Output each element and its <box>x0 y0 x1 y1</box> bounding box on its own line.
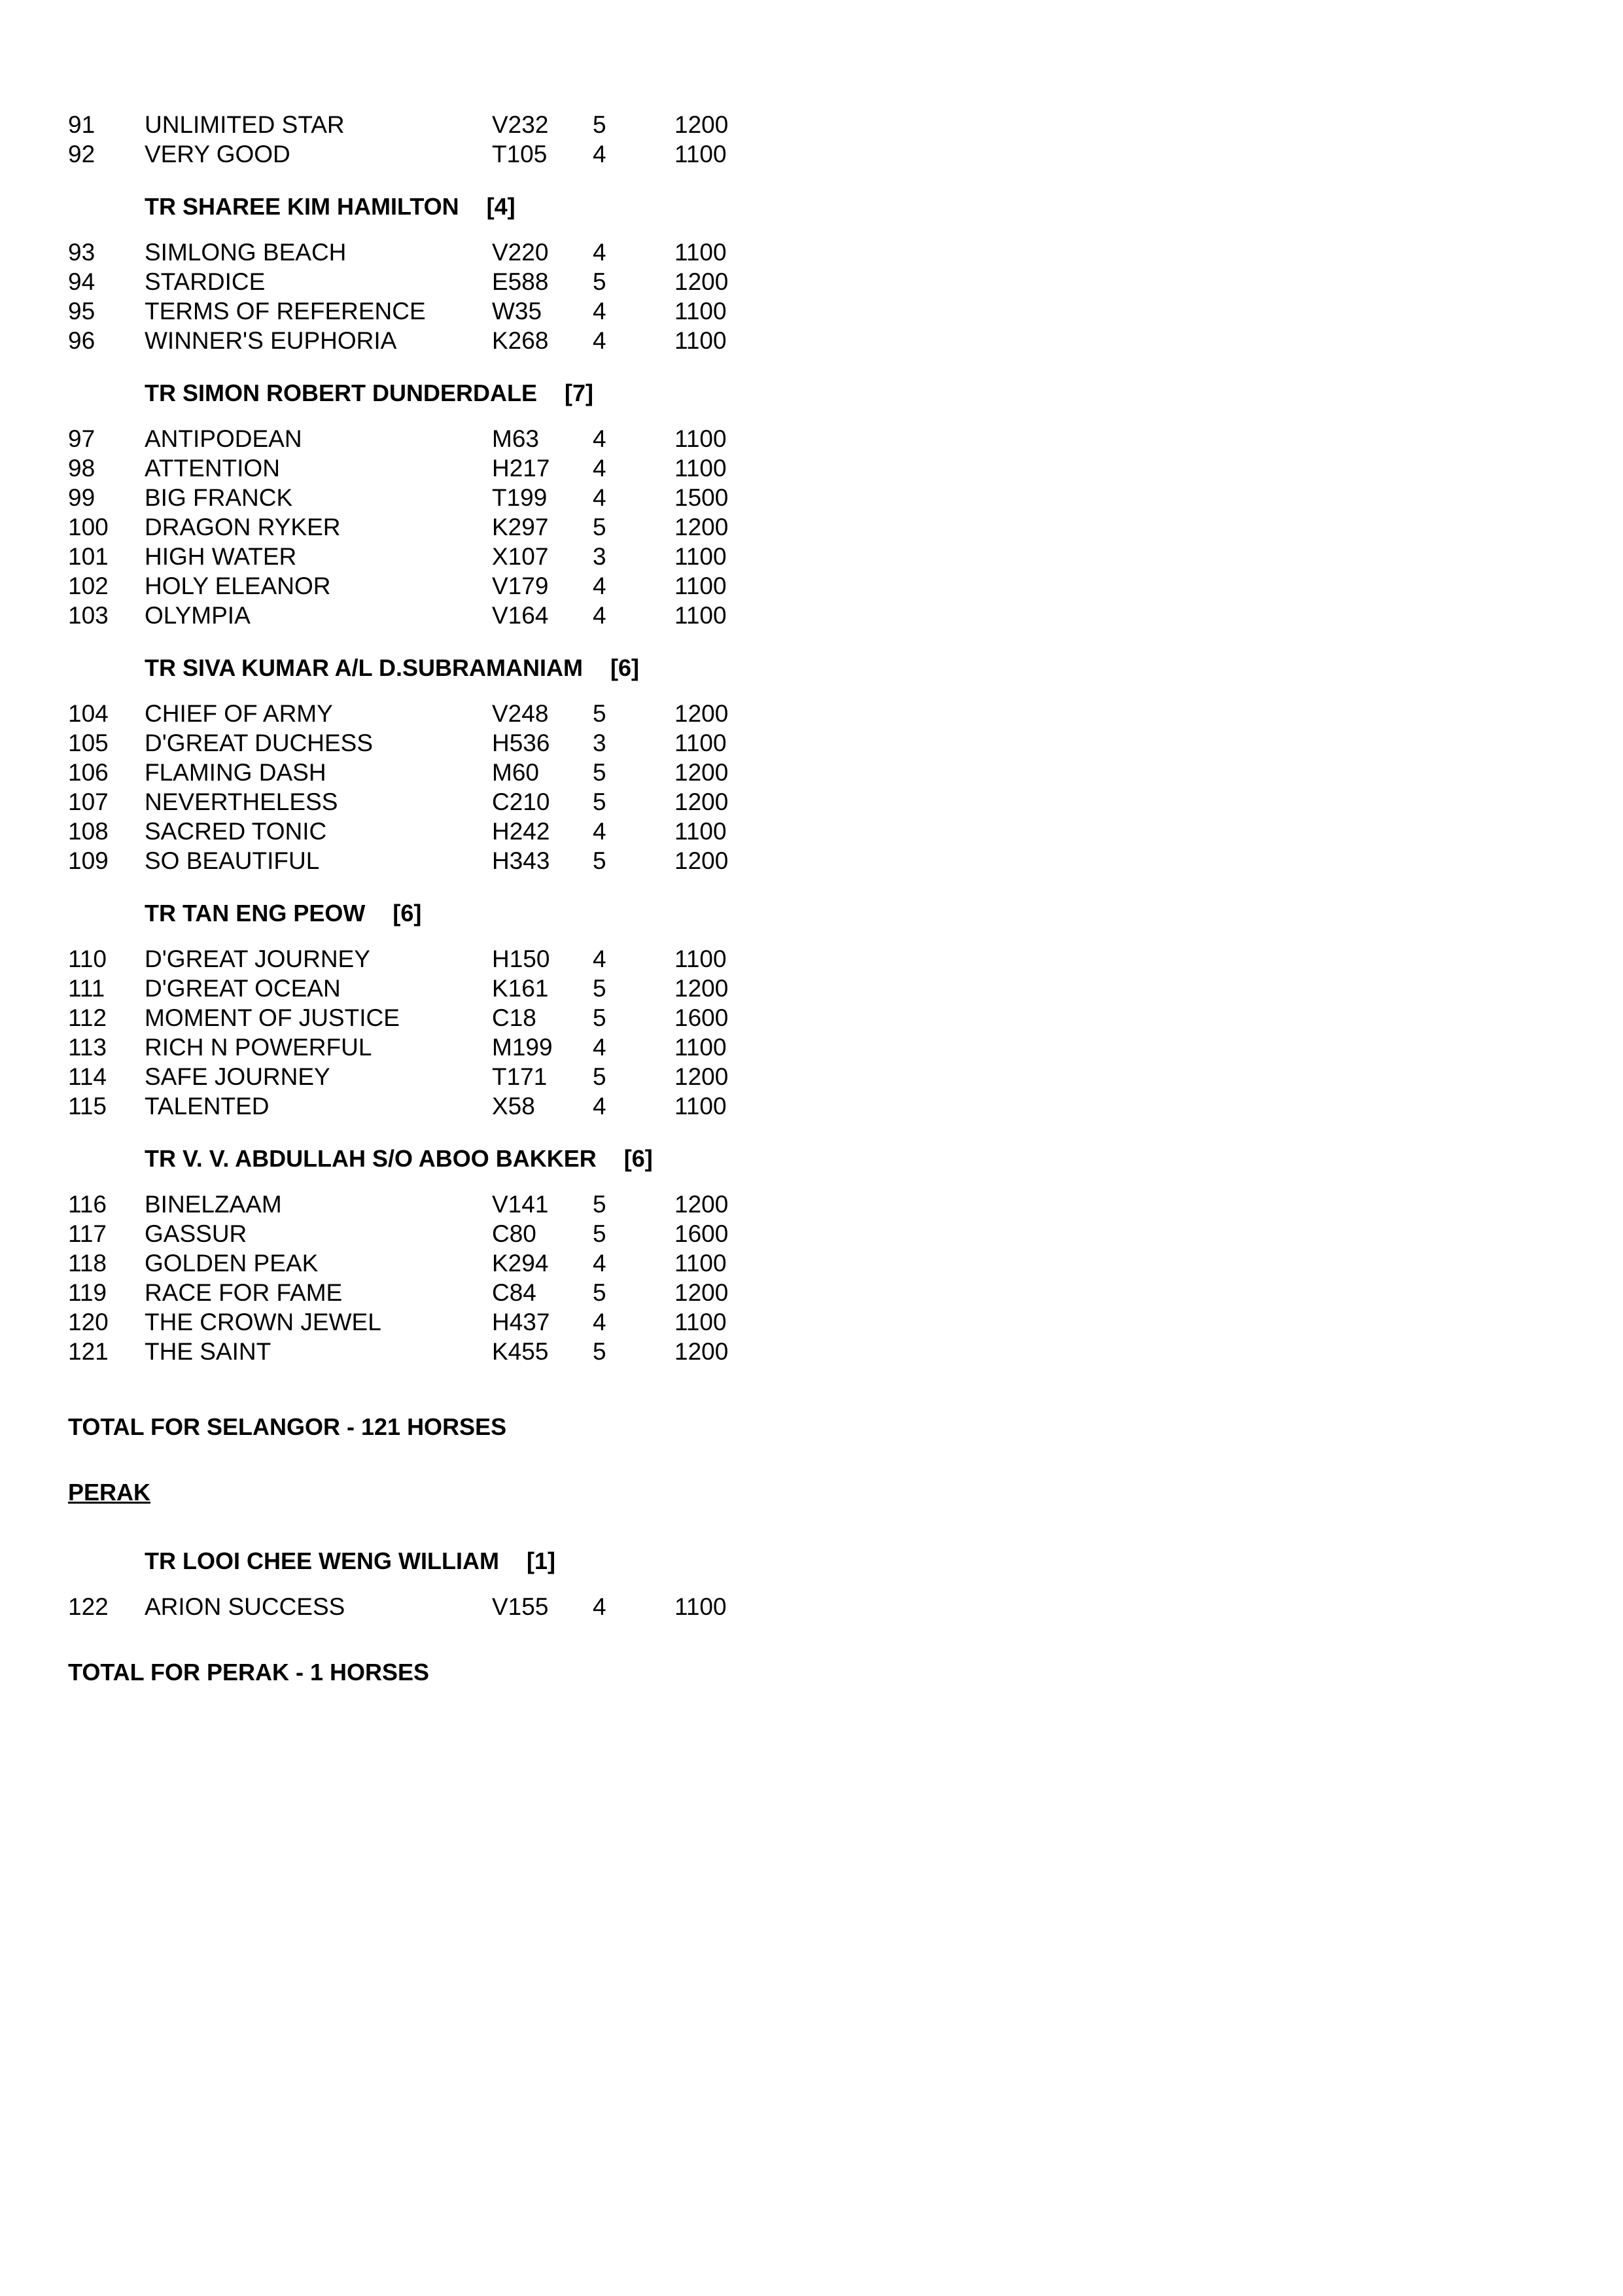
horse-row <box>0 1003 785 1033</box>
horse-distance: 1600 <box>674 1220 729 1247</box>
horse-distance: 1100 <box>674 1093 727 1120</box>
horse-distance: 1100 <box>674 1593 727 1620</box>
trainer-heading <box>145 653 639 682</box>
horse-row <box>0 238 785 267</box>
horse-name: CHIEF OF ARMY <box>145 700 333 727</box>
horse-code: M199 <box>492 1034 553 1061</box>
horse-code: T171 <box>492 1063 548 1090</box>
horse-age: 5 <box>593 1338 606 1365</box>
horse-age: 4 <box>593 818 606 845</box>
trainer-name: TR V. V. ABDULLAH S/O ABOO BAKKER <box>145 1145 597 1172</box>
horse-row <box>0 787 785 817</box>
horse-name: D'GREAT OCEAN <box>145 975 341 1002</box>
horse-row <box>0 1592 785 1621</box>
horse-name: OLYMPIA <box>145 602 251 629</box>
horse-code: K268 <box>492 327 549 354</box>
horse-row <box>0 601 785 630</box>
horse-name: SAFE JOURNEY <box>145 1063 330 1090</box>
horse-number: 99 <box>68 484 96 511</box>
trainer-name: TR SIMON ROBERT DUNDERDALE <box>145 380 537 406</box>
horse-code: T199 <box>492 484 548 511</box>
horse-name: THE SAINT <box>145 1338 271 1365</box>
horse-code: C84 <box>492 1279 536 1306</box>
horse-row <box>0 296 785 326</box>
horse-number: 100 <box>68 514 109 540</box>
horse-age: 4 <box>593 1309 606 1335</box>
perak-total: TOTAL FOR PERAK - 1 HORSES <box>68 1659 430 1686</box>
horse-age: 5 <box>593 847 606 874</box>
horse-distance: 1200 <box>674 1279 729 1306</box>
horse-number: 113 <box>68 1034 107 1061</box>
horse-distance: 1100 <box>674 730 727 756</box>
horse-number: 112 <box>68 1004 107 1031</box>
trainer-heading <box>145 378 593 408</box>
horse-name: D'GREAT DUCHESS <box>145 730 374 756</box>
horse-age: 4 <box>593 455 606 482</box>
horse-row <box>0 512 785 542</box>
horse-code: K455 <box>492 1338 549 1365</box>
horse-number: 106 <box>68 759 109 786</box>
horse-number: 94 <box>68 268 96 295</box>
trainer-heading <box>145 1546 555 1576</box>
horse-age: 5 <box>593 1004 606 1031</box>
horse-code: K161 <box>492 975 549 1002</box>
horse-age: 4 <box>593 141 606 168</box>
horse-code: H437 <box>492 1309 550 1335</box>
horse-name: THE CROWN JEWEL <box>145 1309 381 1335</box>
horse-code: H217 <box>492 455 550 482</box>
trainer-heading <box>145 898 421 928</box>
horse-distance: 1200 <box>674 788 729 815</box>
horse-row <box>0 846 785 875</box>
horse-distance: 1100 <box>674 298 727 325</box>
horse-number: 103 <box>68 602 109 629</box>
horse-age: 5 <box>593 1191 606 1218</box>
horse-row <box>0 1219 785 1248</box>
horse-distance: 1100 <box>674 239 727 266</box>
horse-number: 107 <box>68 788 109 815</box>
horse-distance: 1100 <box>674 602 727 629</box>
horse-age: 4 <box>593 484 606 511</box>
horse-distance: 1200 <box>674 975 729 1002</box>
horse-row <box>0 758 785 787</box>
horse-name: TALENTED <box>145 1093 270 1120</box>
horse-code: V141 <box>492 1191 549 1218</box>
horse-code: V220 <box>492 239 549 266</box>
horse-distance: 1200 <box>674 111 729 138</box>
horse-row <box>0 139 785 169</box>
horse-number: 117 <box>68 1220 107 1247</box>
horse-code: E588 <box>492 268 549 295</box>
horse-number: 109 <box>68 847 109 874</box>
horse-distance: 1100 <box>674 425 727 452</box>
horse-name: GASSUR <box>145 1220 247 1247</box>
horse-age: 4 <box>593 945 606 972</box>
horse-code: X58 <box>492 1093 535 1120</box>
horse-row <box>0 453 785 483</box>
horse-distance: 1200 <box>674 1338 729 1365</box>
horse-age: 5 <box>593 975 606 1002</box>
horse-code: X107 <box>492 543 549 570</box>
horse-distance: 1200 <box>674 1063 729 1090</box>
horse-name: NEVERTHELESS <box>145 788 338 815</box>
horse-age: 5 <box>593 1220 606 1247</box>
horse-age: 4 <box>593 239 606 266</box>
horse-row <box>0 326 785 355</box>
horse-number: 108 <box>68 818 109 845</box>
horse-number: 95 <box>68 298 96 325</box>
trainer-horse-count: [6] <box>610 654 639 681</box>
horse-code: V248 <box>492 700 549 727</box>
horse-name: BIG FRANCK <box>145 484 293 511</box>
horse-distance: 1100 <box>674 1309 727 1335</box>
horse-row <box>0 944 785 974</box>
horse-name: ATTENTION <box>145 455 280 482</box>
horse-name: BINELZAAM <box>145 1191 282 1218</box>
horse-name: TERMS OF REFERENCE <box>145 298 426 325</box>
horse-name: FLAMING DASH <box>145 759 326 786</box>
horse-distance: 1200 <box>674 514 729 540</box>
state-heading-perak: PERAK <box>68 1479 151 1506</box>
trainer-heading <box>145 192 515 221</box>
horse-age: 4 <box>593 327 606 354</box>
horse-code: H242 <box>492 818 550 845</box>
horse-code: H150 <box>492 945 550 972</box>
horse-row <box>0 483 785 512</box>
horse-row <box>0 817 785 846</box>
horse-distance: 1600 <box>674 1004 729 1031</box>
trainer-name: TR LOOI CHEE WENG WILLIAM <box>145 1547 499 1574</box>
horse-distance: 1100 <box>674 455 727 482</box>
horse-code: V164 <box>492 602 549 629</box>
horse-number: 102 <box>68 573 109 599</box>
trainer-name: TR SHAREE KIM HAMILTON <box>145 193 459 220</box>
horse-code: C18 <box>492 1004 536 1031</box>
horse-number: 122 <box>68 1593 109 1620</box>
horse-name: GOLDEN PEAK <box>145 1250 319 1277</box>
horse-distance: 1200 <box>674 1191 729 1218</box>
horse-distance: 1200 <box>674 268 729 295</box>
horse-age: 5 <box>593 1279 606 1306</box>
horse-row <box>0 1307 785 1337</box>
horse-row <box>0 542 785 571</box>
horse-name: SACRED TONIC <box>145 818 327 845</box>
horse-row <box>0 1190 785 1219</box>
horse-code: H343 <box>492 847 550 874</box>
trainer-horse-count: [6] <box>393 900 422 927</box>
horse-number: 98 <box>68 455 96 482</box>
horse-name: ARION SUCCESS <box>145 1593 345 1620</box>
horse-distance: 1100 <box>674 945 727 972</box>
horse-number: 110 <box>68 945 107 972</box>
horse-name: UNLIMITED STAR <box>145 111 345 138</box>
horse-age: 5 <box>593 700 606 727</box>
horse-code: V232 <box>492 111 549 138</box>
horse-distance: 1100 <box>674 818 727 845</box>
horse-distance: 1100 <box>674 1034 727 1061</box>
horse-number: 92 <box>68 141 96 168</box>
horse-name: WINNER'S EUPHORIA <box>145 327 397 354</box>
horse-age: 4 <box>593 602 606 629</box>
horse-name: SIMLONG BEACH <box>145 239 347 266</box>
horse-distance: 1500 <box>674 484 729 511</box>
horse-name: D'GREAT JOURNEY <box>145 945 370 972</box>
horse-name: ANTIPODEAN <box>145 425 302 452</box>
horse-number: 93 <box>68 239 96 266</box>
horse-name: STARDICE <box>145 268 266 295</box>
horse-age: 3 <box>593 543 606 570</box>
horse-row <box>0 1248 785 1278</box>
horse-code: H536 <box>492 730 550 756</box>
horse-name: RACE FOR FAME <box>145 1279 343 1306</box>
horse-number: 116 <box>68 1191 107 1218</box>
horse-name: VERY GOOD <box>145 141 290 168</box>
horse-distance: 1100 <box>674 573 727 599</box>
horse-code: V155 <box>492 1593 549 1620</box>
horse-row <box>0 699 785 728</box>
horse-row <box>0 1091 785 1121</box>
horse-number: 111 <box>68 975 105 1002</box>
horse-code: C80 <box>492 1220 536 1247</box>
horse-age: 4 <box>593 298 606 325</box>
horse-row <box>0 571 785 601</box>
horse-code: W35 <box>492 298 542 325</box>
horse-distance: 1100 <box>674 1250 727 1277</box>
horse-row <box>0 267 785 296</box>
horse-distance: 1200 <box>674 700 729 727</box>
horse-code: V179 <box>492 573 549 599</box>
horse-age: 3 <box>593 730 606 756</box>
horse-age: 5 <box>593 514 606 540</box>
horse-code: T105 <box>492 141 548 168</box>
horse-row <box>0 110 785 139</box>
horse-number: 114 <box>68 1063 107 1090</box>
horse-distance: 1200 <box>674 847 729 874</box>
horse-distance: 1100 <box>674 141 727 168</box>
horse-age: 5 <box>593 1063 606 1090</box>
horse-name: DRAGON RYKER <box>145 514 341 540</box>
horse-row <box>0 1033 785 1062</box>
trainer-heading <box>145 1144 653 1173</box>
horse-row <box>0 728 785 758</box>
horse-code: M63 <box>492 425 539 452</box>
horse-age: 4 <box>593 425 606 452</box>
horse-code: C210 <box>492 788 550 815</box>
horse-row <box>0 424 785 453</box>
horse-name: SO BEAUTIFUL <box>145 847 320 874</box>
horse-distance: 1200 <box>674 759 729 786</box>
horse-number: 118 <box>68 1250 107 1277</box>
trainer-horse-count: [6] <box>623 1145 653 1172</box>
horse-age: 5 <box>593 268 606 295</box>
horse-age: 5 <box>593 111 606 138</box>
horse-age: 5 <box>593 759 606 786</box>
horse-name: HOLY ELEANOR <box>145 573 331 599</box>
horse-number: 96 <box>68 327 96 354</box>
horse-name: HIGH WATER <box>145 543 297 570</box>
horse-number: 104 <box>68 700 109 727</box>
horse-row <box>0 1337 785 1366</box>
horse-number: 97 <box>68 425 96 452</box>
horse-row <box>0 1062 785 1091</box>
horse-number: 115 <box>68 1093 107 1120</box>
horse-name: MOMENT OF JUSTICE <box>145 1004 400 1031</box>
horse-number: 121 <box>68 1338 109 1365</box>
horse-age: 4 <box>593 1250 606 1277</box>
horse-number: 119 <box>68 1279 107 1306</box>
horse-row <box>0 974 785 1003</box>
horse-name: RICH N POWERFUL <box>145 1034 372 1061</box>
horse-distance: 1100 <box>674 543 727 570</box>
horse-number: 105 <box>68 730 109 756</box>
trainer-horse-count: [7] <box>565 380 593 406</box>
horse-number: 101 <box>68 543 109 570</box>
horse-row <box>0 1278 785 1307</box>
horse-number: 91 <box>68 111 96 138</box>
horse-age: 5 <box>593 788 606 815</box>
horse-age: 4 <box>593 1034 606 1061</box>
horse-age: 4 <box>593 1093 606 1120</box>
horse-age: 4 <box>593 573 606 599</box>
horse-distance: 1100 <box>674 327 727 354</box>
trainer-name: TR TAN ENG PEOW <box>145 900 366 927</box>
horse-code: K294 <box>492 1250 549 1277</box>
trainer-horse-count: [4] <box>486 193 515 220</box>
horse-number: 120 <box>68 1309 109 1335</box>
horse-code: K297 <box>492 514 549 540</box>
trainer-horse-count: [1] <box>526 1547 555 1574</box>
trainer-name: TR SIVA KUMAR A/L D.SUBRAMANIAM <box>145 654 583 681</box>
horse-age: 4 <box>593 1593 606 1620</box>
selangor-total: TOTAL FOR SELANGOR - 121 HORSES <box>68 1413 507 1440</box>
horse-code: M60 <box>492 759 539 786</box>
